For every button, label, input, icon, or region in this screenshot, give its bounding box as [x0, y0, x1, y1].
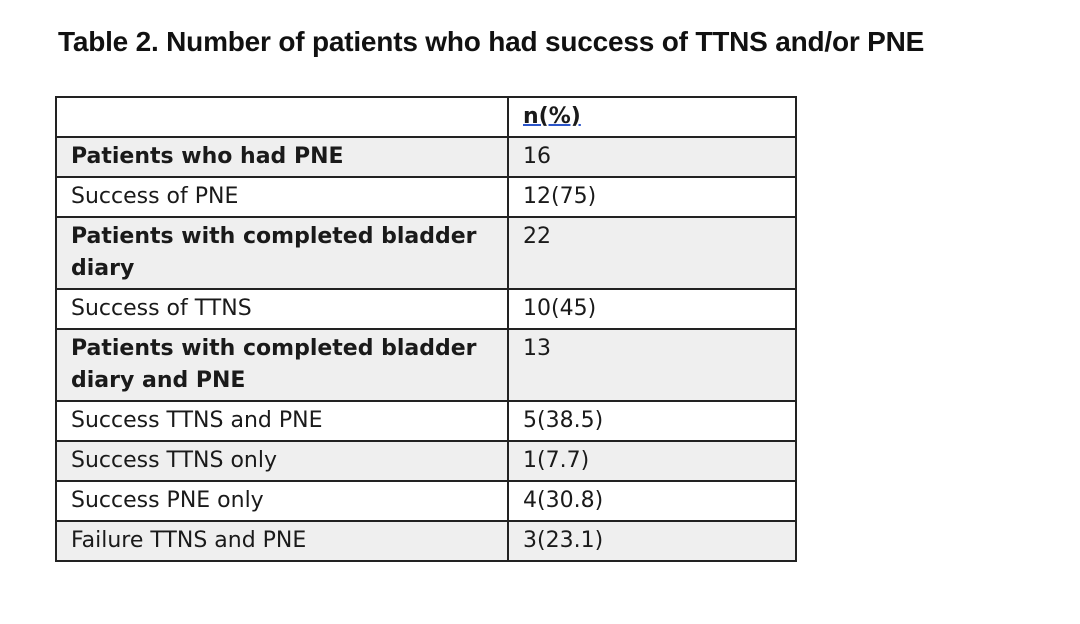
table-row	[56, 401, 796, 441]
row-label: Success TTNS only	[56, 441, 508, 481]
results-table	[55, 96, 797, 562]
row-label: Patients with completed bladder diary	[56, 217, 508, 289]
row-value: 22	[508, 217, 796, 289]
row-label: Success of PNE	[56, 177, 508, 217]
table-title: Table 2. Number of patients who had success of TTNS and/or PNE	[58, 26, 925, 57]
row-value: 12(75)	[508, 177, 796, 217]
table-row	[56, 329, 796, 401]
table-row	[56, 137, 796, 177]
row-value: 16	[508, 137, 796, 177]
row-label: Failure TTNS and PNE	[56, 521, 508, 561]
row-value: 10(45)	[508, 289, 796, 329]
row-label: Success PNE only	[56, 481, 508, 521]
table-row	[56, 217, 796, 289]
row-value: 3(23.1)	[508, 521, 796, 561]
table-row	[56, 481, 796, 521]
row-value: 4(30.8)	[508, 481, 796, 521]
row-label: Patients with completed bladder diary and PNE	[56, 329, 508, 401]
table-header-row	[56, 97, 796, 137]
header-value-cell	[508, 97, 796, 137]
row-value: 1(7.7)	[508, 441, 796, 481]
header-label-cell	[56, 97, 508, 137]
table-row	[56, 289, 796, 329]
row-label: Patients who had PNE	[56, 137, 508, 177]
table-row	[56, 441, 796, 481]
row-label: Success TTNS and PNE	[56, 401, 508, 441]
table-row	[56, 521, 796, 561]
header-value-text: n(%)	[523, 104, 581, 129]
table-row	[56, 177, 796, 217]
row-value: 13	[508, 329, 796, 401]
row-value: 5(38.5)	[508, 401, 796, 441]
row-label: Success of TTNS	[56, 289, 508, 329]
